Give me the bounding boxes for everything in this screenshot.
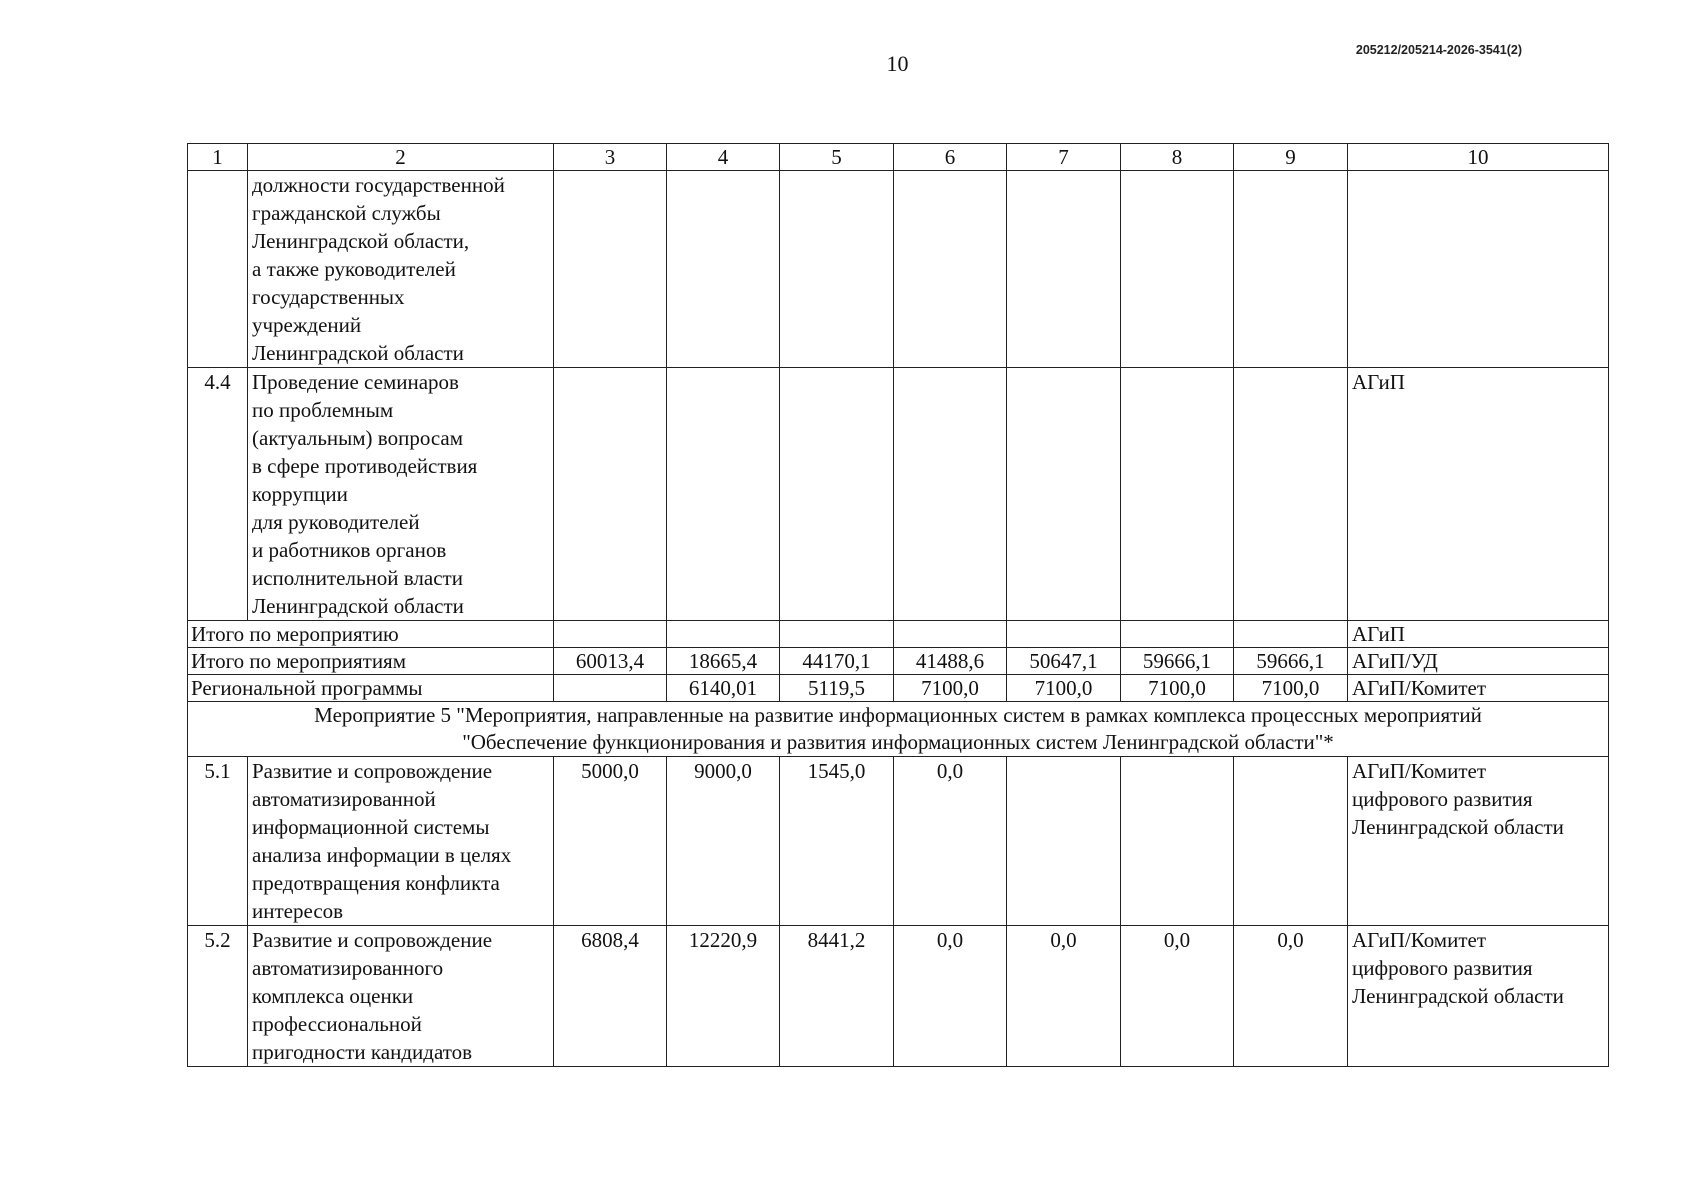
column-header: 3	[554, 144, 667, 171]
total-label: Региональной программы	[188, 675, 554, 702]
value-cell: 6808,4	[554, 926, 667, 1067]
column-header: 6	[894, 144, 1007, 171]
event-name: Проведение семинаров по проблемным (актуальным) вопросам в сфере противодействия коррупции для руководителей и работников органов исполнительной власти Ленинградской области	[248, 368, 554, 621]
column-header: 8	[1121, 144, 1234, 171]
value-cell: 0,0	[1121, 926, 1234, 1067]
table-row-continuation	[188, 171, 1609, 368]
value-cell: 5000,0	[554, 757, 667, 926]
table-header-row	[188, 144, 1609, 171]
value-cell: 8441,2	[780, 926, 894, 1067]
event-name: Развитие и сопровождение автоматизированного комплекса оценки профессиональной пригодности кандидатов	[248, 926, 554, 1067]
value-cell: 60013,4	[554, 648, 667, 675]
value-cell	[1121, 757, 1234, 926]
event-name: должности государственной гражданской службы Ленинградской области, а также руководителей государственных учреждений Ленинградской области	[248, 171, 554, 368]
document-code: 205212/205214-2026-3541(2)	[1355, 43, 1522, 57]
table-row-event5-title	[188, 702, 1609, 757]
executor-cell: АГиП/Комитет цифрового развития Ленинградской области	[1348, 926, 1609, 1067]
value-cell: 0,0	[894, 926, 1007, 1067]
value-cell: 41488,6	[894, 648, 1007, 675]
value-cell: 50647,1	[1007, 648, 1121, 675]
value-cell: 18665,4	[667, 648, 780, 675]
total-label: Итого по мероприятию	[188, 621, 554, 648]
column-header: 10	[1348, 144, 1609, 171]
value-cell: 6140,01	[667, 675, 780, 702]
column-header: 2	[248, 144, 554, 171]
value-cell: 7100,0	[1007, 675, 1121, 702]
executor-cell: АГиП	[1348, 621, 1609, 648]
row-number: 5.1	[188, 757, 248, 926]
value-cell: 59666,1	[1234, 648, 1348, 675]
value-cell: 0,0	[894, 757, 1007, 926]
value-cell: 12220,9	[667, 926, 780, 1067]
column-header: 5	[780, 144, 894, 171]
value-cell: 7100,0	[1234, 675, 1348, 702]
row-number: 4.4	[188, 368, 248, 621]
value-cell	[1234, 757, 1348, 926]
table-row-5-1	[188, 757, 1609, 926]
value-cell: 0,0	[1007, 926, 1121, 1067]
section-title: Мероприятие 5 "Мероприятия, направленные на развитие информационных систем в рамках комплекса процессных мероприятий "Обеспечение функционирования и развития информационных систем Ленинградской области"*	[188, 702, 1609, 757]
column-header: 7	[1007, 144, 1121, 171]
row-number: 5.2	[188, 926, 248, 1067]
total-label: Итого по мероприятиям	[188, 648, 554, 675]
executor-cell: АГиП	[1348, 368, 1609, 621]
table-row-4-4	[188, 368, 1609, 621]
column-header: 4	[667, 144, 780, 171]
value-cell: 44170,1	[780, 648, 894, 675]
column-header: 9	[1234, 144, 1348, 171]
value-cell: 59666,1	[1121, 648, 1234, 675]
executor-cell: АГиП/Комитет	[1348, 675, 1609, 702]
value-cell: 9000,0	[667, 757, 780, 926]
program-table	[187, 143, 1609, 1067]
page-number: 10	[886, 51, 909, 76]
row-number	[188, 171, 248, 368]
event-name: Развитие и сопровождение автоматизированной информационной системы анализа информации в целях предотвращения конфликта интересов	[248, 757, 554, 926]
table-row-5-2	[188, 926, 1609, 1067]
value-cell: 0,0	[1234, 926, 1348, 1067]
executor-cell: АГиП/УД	[1348, 648, 1609, 675]
value-cell: 7100,0	[1121, 675, 1234, 702]
value-cell: 1545,0	[780, 757, 894, 926]
value-cell	[1007, 757, 1121, 926]
value-cell: 7100,0	[894, 675, 1007, 702]
executor-cell: АГиП/Комитет цифрового развития Ленинградской области	[1348, 757, 1609, 926]
value-cell	[554, 675, 667, 702]
table-row-total-events	[188, 648, 1609, 675]
column-header: 1	[188, 144, 248, 171]
table-row-total-event	[188, 621, 1609, 648]
table-row-regional	[188, 675, 1609, 702]
value-cell: 5119,5	[780, 675, 894, 702]
